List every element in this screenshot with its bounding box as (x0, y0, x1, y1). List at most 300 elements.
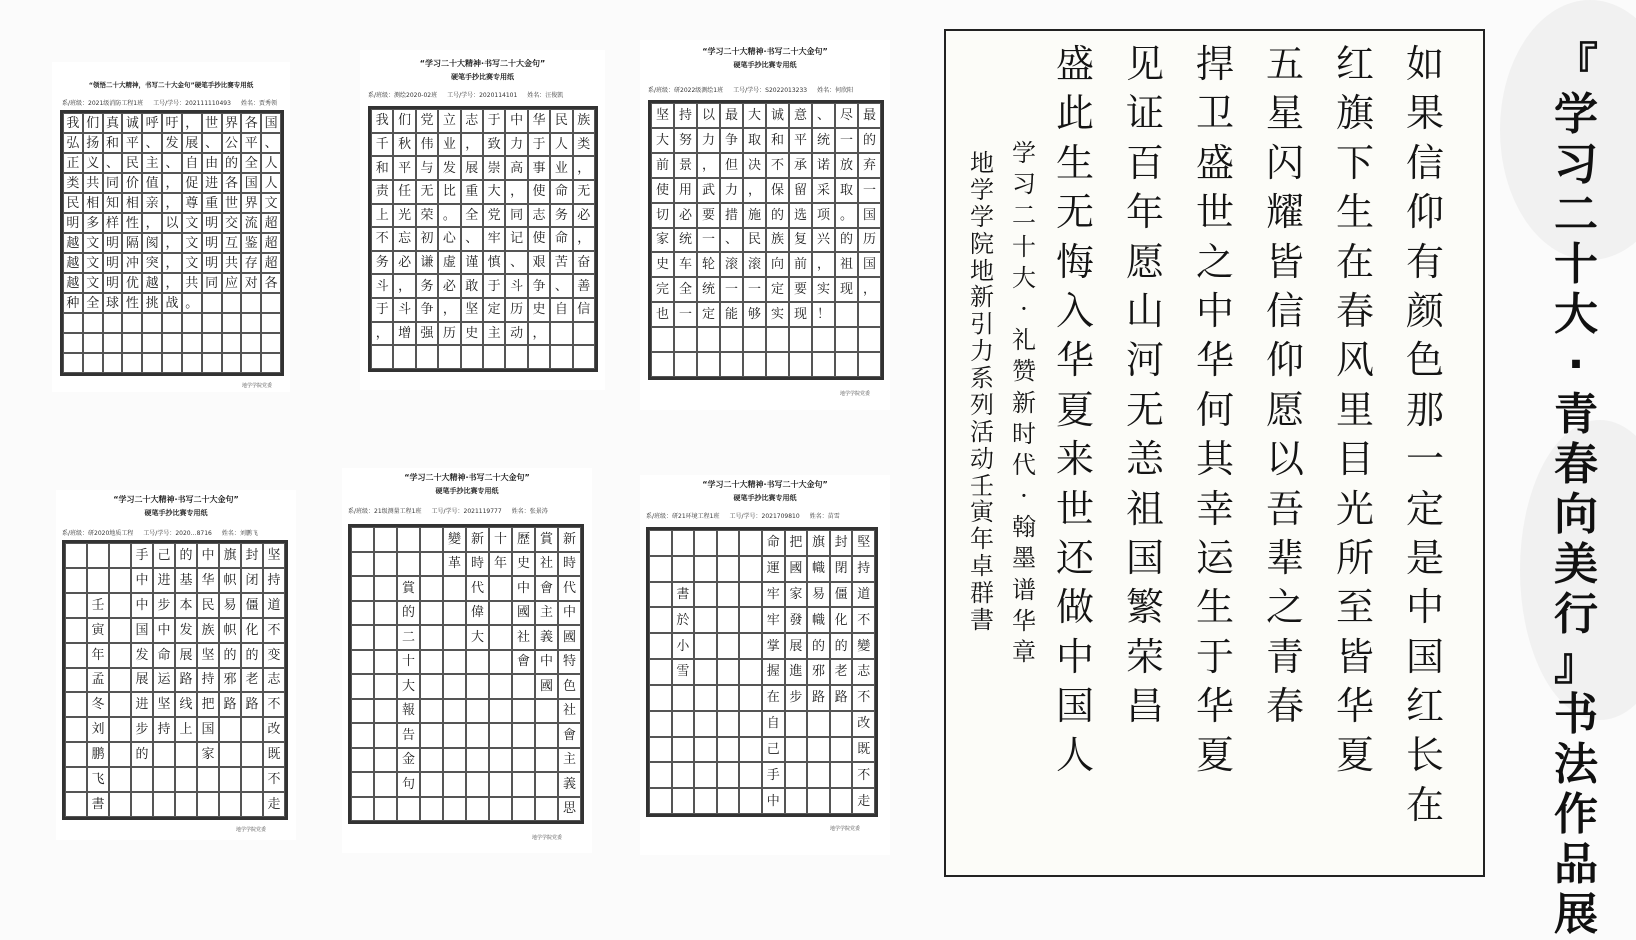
grid-cell: 明 (202, 253, 222, 273)
grid-cell: 景 (674, 153, 697, 178)
grid-cell: 史 (651, 252, 674, 277)
grid-cell: 但 (720, 153, 743, 178)
char: 列 (970, 390, 994, 419)
grid-cell (483, 345, 505, 369)
char: 颜 (1406, 288, 1445, 333)
grid-cell: 。 (182, 293, 202, 313)
grid-cell: 促 (182, 173, 202, 193)
grid-cell: 人 (550, 133, 572, 157)
grid-cell: 文 (182, 253, 202, 273)
grid-cell: 统 (812, 128, 835, 153)
grid-cell (694, 582, 717, 608)
grid-cell (241, 333, 261, 353)
grid-cell (374, 601, 397, 626)
grid-cell: 必 (674, 203, 697, 228)
grid-cell: 国 (858, 203, 881, 228)
grid-cell (807, 788, 830, 814)
grid-cell (443, 723, 466, 748)
grid-cell (694, 556, 717, 582)
grid-cell: 步 (785, 685, 808, 711)
grid-cell: 代 (466, 576, 489, 601)
grid-cell: 定 (483, 298, 505, 322)
grid-cell: 前 (789, 252, 812, 277)
grid-cell (489, 650, 512, 675)
char: 定 (1406, 486, 1445, 531)
grid-cell (550, 322, 572, 346)
grid-cell: 的 (766, 203, 789, 228)
grid-cell: 武 (697, 178, 720, 203)
grid-cell: 步 (153, 593, 175, 618)
char: 还 (1056, 535, 1095, 580)
char: 光 (1336, 486, 1375, 531)
char: 运 (1196, 535, 1235, 580)
grid-cell: 命 (762, 530, 785, 556)
grid-cell: 向 (766, 252, 789, 277)
grid-cell (649, 556, 672, 582)
char: 二 (1012, 201, 1036, 230)
grid-cell: 公 (222, 133, 242, 153)
char: 于 (1196, 634, 1235, 679)
grid-cell (131, 792, 153, 817)
grid-cell (830, 737, 853, 763)
char: 書 (970, 605, 994, 634)
char: 盛 (1196, 140, 1235, 185)
grid-cell (219, 717, 241, 742)
grid-cell (717, 633, 740, 659)
grid-cell (153, 792, 175, 817)
grid-cell: 奋 (573, 251, 595, 275)
grid-cell: 战 (162, 293, 182, 313)
char: 祖 (1126, 486, 1165, 531)
grid-cell (182, 353, 202, 373)
grid-cell: 步 (131, 717, 153, 742)
grid-cell (717, 737, 740, 763)
grid-cell (512, 797, 535, 822)
char: 卓 (970, 552, 994, 581)
char: 代 (1012, 450, 1036, 479)
grid-cell: 弘 (63, 133, 83, 153)
char: 之 (1196, 239, 1235, 284)
grid-cell: 发 (131, 643, 153, 668)
grid-cell: 民 (197, 593, 219, 618)
grid-cell: 重 (202, 193, 222, 213)
grid-cell (443, 772, 466, 797)
grid-cell (466, 699, 489, 724)
grid-cell (83, 353, 103, 373)
grid-cell (420, 699, 443, 724)
grid-cell: 不 (263, 767, 285, 792)
grid-cell (416, 345, 438, 369)
grid-cell: 改 (852, 711, 875, 737)
char: 星 (1266, 91, 1305, 136)
grid-cell: 使 (651, 178, 674, 203)
grid-cell: 改 (263, 717, 285, 742)
grid-cell: 明 (202, 213, 222, 233)
grid-cell: 、 (461, 227, 483, 251)
grid-cell: 、 (261, 133, 281, 153)
grid-cell: 持 (197, 668, 219, 693)
grid-cell: 滚 (720, 252, 743, 277)
char: 人 (1056, 733, 1095, 778)
grid-cell: 用 (674, 178, 697, 203)
grid-cell (535, 723, 558, 748)
char: 法 (1554, 739, 1598, 790)
grid-cell: 進 (785, 659, 808, 685)
grid-cell (420, 527, 443, 552)
writing-grid (62, 540, 288, 820)
grid-cell (397, 797, 420, 822)
grid-cell: 定 (766, 277, 789, 302)
grid-cell: 呼 (142, 113, 162, 133)
char: 耀 (1266, 190, 1305, 235)
char: 新 (970, 283, 994, 312)
sheet-info: 系/班级：研2020地质工程 工号/学号：2020…8716 姓名：刘鹏飞 (62, 530, 258, 537)
char: 无 (1056, 190, 1095, 235)
grid-cell: 一 (835, 128, 858, 153)
grid-cell (351, 576, 374, 601)
grid-cell (649, 788, 672, 814)
grid-cell (162, 333, 182, 353)
grid-cell (739, 659, 762, 685)
grid-cell: 留 (789, 178, 812, 203)
grid-cell: 史 (512, 552, 535, 577)
grid-cell (241, 313, 261, 333)
grid-cell: 措 (720, 203, 743, 228)
grid-cell: 寅 (87, 618, 109, 643)
grid-cell: 路 (219, 692, 241, 717)
grid-cell: 伟 (416, 133, 438, 157)
char: 中 (1406, 585, 1445, 630)
grid-cell: 老 (830, 659, 853, 685)
grid-cell (443, 625, 466, 650)
grid-cell: 新 (558, 527, 581, 552)
grid-cell: ！ (812, 302, 835, 327)
grid-cell: ， (697, 153, 720, 178)
grid-cell (717, 762, 740, 788)
grid-cell (674, 352, 697, 377)
grid-cell: 阂 (142, 233, 162, 253)
grid-cell: 越 (63, 273, 83, 293)
grid-cell (830, 788, 853, 814)
grid-cell (651, 327, 674, 352)
grid-cell: 也 (651, 302, 674, 327)
grid-cell: 取 (835, 178, 858, 203)
grid-cell: 句 (397, 772, 420, 797)
grid-cell: 上 (175, 717, 197, 742)
grid-cell (694, 788, 717, 814)
sheet-subtitle: 硬笔手抄比赛专用纸 (733, 494, 797, 502)
grid-cell (351, 723, 374, 748)
grid-cell: 超 (261, 213, 281, 233)
grid-cell (739, 685, 762, 711)
grid-cell: 坚 (263, 543, 285, 568)
grid-cell: 中 (535, 650, 558, 675)
grid-cell: 、 (162, 153, 182, 173)
grid-cell: 增 (393, 322, 415, 346)
grid-cell: 明 (103, 253, 123, 273)
char: 品 (1554, 839, 1598, 890)
grid-cell (109, 593, 131, 618)
grid-cell: 、 (505, 251, 527, 275)
grid-cell (219, 792, 241, 817)
char: 华 (1196, 338, 1235, 383)
grid-cell: 雪 (672, 659, 695, 685)
grid-cell: 國 (785, 556, 808, 582)
sheet-subtitle: 硬笔手抄比赛专用纸 (435, 487, 499, 495)
char: 所 (1336, 535, 1375, 580)
grid-cell: 超 (261, 233, 281, 253)
grid-cell (103, 313, 123, 333)
char: 院 (970, 229, 994, 258)
grid-cell: 相 (83, 193, 103, 213)
writing-grid (348, 524, 584, 824)
grid-cell: 壬 (87, 593, 109, 618)
char: 下 (1336, 140, 1375, 185)
grid-cell: 人 (261, 173, 281, 193)
grid-cell: 走 (263, 792, 285, 817)
grid-cell (65, 692, 87, 717)
grid-cell: 千 (371, 133, 393, 157)
grid-cell (649, 607, 672, 633)
char: 动 (970, 444, 994, 473)
grid-cell (87, 543, 109, 568)
grid-cell: 实 (812, 277, 835, 302)
grid-cell: 种 (63, 293, 83, 313)
grid-cell: 偉 (466, 601, 489, 626)
grid-cell: 重 (461, 180, 483, 204)
grid-cell (371, 345, 393, 369)
grid-cell (65, 643, 87, 668)
grid-cell: 们 (83, 113, 103, 133)
grid-cell: 一 (743, 277, 766, 302)
char: 青 (1554, 389, 1598, 440)
grid-cell (807, 762, 830, 788)
grid-cell: 历 (438, 322, 460, 346)
char: 地 (970, 256, 994, 285)
char: 荣 (1126, 634, 1165, 679)
grid-cell: 各 (222, 173, 242, 193)
grid-cell: ， (162, 273, 182, 293)
grid-cell (573, 322, 595, 346)
char: 春 (1336, 288, 1375, 333)
char: 做 (1056, 585, 1095, 630)
grid-cell: 忘 (393, 227, 415, 251)
char: 华 (1056, 338, 1095, 383)
char: 信 (1406, 140, 1445, 185)
grid-cell: 承 (789, 153, 812, 178)
grid-cell: 的 (807, 633, 830, 659)
grid-cell: 己 (153, 543, 175, 568)
grid-cell: 十 (397, 650, 420, 675)
grid-cell (374, 674, 397, 699)
char: 仰 (1406, 190, 1445, 235)
char: 行 (1554, 589, 1598, 640)
char: 大 (1554, 289, 1598, 340)
grid-cell: 把 (197, 692, 219, 717)
grid-cell: 业 (550, 156, 572, 180)
grid-cell (374, 650, 397, 675)
char: 礼 (1012, 326, 1036, 355)
grid-cell (397, 527, 420, 552)
grid-cell: ， (505, 180, 527, 204)
grid-cell (202, 293, 222, 313)
char: 大 (1012, 263, 1036, 292)
grid-cell: 掌 (762, 633, 785, 659)
grid-cell (109, 643, 131, 668)
grid-cell (443, 748, 466, 773)
calligraphy-signature (970, 151, 994, 635)
grid-cell (420, 797, 443, 822)
char: 愿 (1126, 239, 1165, 284)
grid-cell (785, 711, 808, 737)
grid-cell: 性 (122, 293, 142, 313)
grid-cell: 们 (393, 109, 415, 133)
grid-cell: 變 (852, 633, 875, 659)
char: 河 (1126, 338, 1165, 383)
grid-cell (162, 313, 182, 333)
grid-cell: 金 (397, 748, 420, 773)
grid-cell: ， (528, 322, 550, 346)
grid-cell: 决 (743, 153, 766, 178)
char: 愿 (1266, 387, 1305, 432)
grid-cell (717, 659, 740, 685)
calligraphy-column (1126, 42, 1165, 736)
grid-cell: 民 (122, 153, 142, 173)
grid-cell (351, 527, 374, 552)
grid-cell: 各 (261, 273, 281, 293)
grid-cell: 賞 (535, 527, 558, 552)
grid-cell (109, 692, 131, 717)
grid-cell: 秋 (393, 133, 415, 157)
grid-cell (420, 748, 443, 773)
grid-cell (202, 313, 222, 333)
grid-cell: 历 (858, 228, 881, 253)
sheet-info: 系/班级：研2022级测绘1班 工号/学号：S2022013233 姓名：何欣阳 (648, 87, 854, 94)
grid-cell: 真 (103, 113, 123, 133)
char: 来 (1056, 437, 1095, 482)
grid-cell (830, 711, 853, 737)
grid-cell: 展 (131, 668, 153, 693)
grid-cell: 。 (835, 203, 858, 228)
grid-cell: 中 (153, 618, 175, 643)
grid-cell (858, 352, 881, 377)
grid-cell (261, 313, 281, 333)
grid-cell (766, 352, 789, 377)
grid-cell (489, 772, 512, 797)
exhibit-title (1548, 40, 1604, 940)
grid-cell: 苦 (550, 251, 572, 275)
grid-cell (351, 772, 374, 797)
grid-cell (858, 327, 881, 352)
grid-cell (739, 530, 762, 556)
grid-cell: 互 (222, 233, 242, 253)
grid-cell: 明 (202, 233, 222, 253)
grid-cell: 十 (489, 527, 512, 552)
grid-cell (489, 674, 512, 699)
grid-cell (65, 618, 87, 643)
sheet-title: “学习二十大精神·书写二十大金句” (113, 495, 239, 504)
grid-cell: 扬 (83, 133, 103, 153)
grid-cell (739, 711, 762, 737)
grid-cell: 交 (222, 213, 242, 233)
grid-cell (443, 601, 466, 626)
grid-cell (789, 327, 812, 352)
grid-cell: 命 (550, 180, 572, 204)
grid-cell (785, 788, 808, 814)
calligraphy-column (1196, 42, 1235, 786)
grid-cell: 本 (175, 593, 197, 618)
char: 幸 (1196, 486, 1235, 531)
grid-cell: 变 (263, 643, 285, 668)
grid-cell: 类 (63, 173, 83, 193)
grid-cell: 最 (858, 103, 881, 128)
grid-cell: 国 (197, 717, 219, 742)
char: 昌 (1126, 684, 1165, 729)
grid-cell (807, 737, 830, 763)
char: 生 (1336, 190, 1375, 235)
grid-cell: 完 (651, 277, 674, 302)
sheet-subtitle: 硬笔手抄比赛专用纸 (451, 73, 514, 81)
char: 其 (1196, 437, 1235, 482)
char: 吾 (1266, 486, 1305, 531)
grid-cell: 轮 (697, 252, 720, 277)
grid-cell: 報 (397, 699, 420, 724)
grid-cell: ， (573, 156, 595, 180)
grid-cell (489, 723, 512, 748)
grid-cell: 明 (103, 273, 123, 293)
grid-cell: 值 (142, 173, 162, 193)
grid-cell: 越 (142, 273, 162, 293)
grid-cell: 光 (393, 204, 415, 228)
grid-cell: 闭 (241, 568, 263, 593)
grid-cell (830, 762, 853, 788)
grid-cell: 、 (142, 133, 162, 153)
grid-cell: 不 (852, 685, 875, 711)
grid-cell (420, 674, 443, 699)
char: 十 (1554, 239, 1598, 290)
char: 华 (1012, 606, 1036, 635)
grid-cell: 敢 (461, 274, 483, 298)
grid-cell (109, 543, 131, 568)
grid-cell (122, 353, 142, 373)
grid-cell: 、 (103, 153, 123, 173)
grid-cell: ， (461, 133, 483, 157)
char: 红 (1336, 42, 1375, 86)
grid-cell (420, 723, 443, 748)
grid-cell: 斗 (393, 298, 415, 322)
grid-cell (697, 352, 720, 377)
grid-cell (241, 353, 261, 373)
char: 长 (1406, 733, 1445, 778)
grid-cell: 易 (807, 582, 830, 608)
grid-cell: 不 (263, 692, 285, 717)
grid-cell: 展 (461, 156, 483, 180)
grid-cell (717, 788, 740, 814)
grid-cell: 會 (535, 576, 558, 601)
char: 至 (1336, 585, 1375, 630)
char: 春 (1554, 439, 1598, 490)
char: 墨 (1012, 544, 1036, 573)
grid-cell (374, 552, 397, 577)
calligraphy-panel (944, 29, 1485, 877)
grid-cell (739, 633, 762, 659)
grid-cell (461, 345, 483, 369)
grid-cell: 心 (438, 227, 460, 251)
writing-grid (60, 110, 284, 376)
grid-cell (351, 797, 374, 822)
grid-cell: 義 (535, 625, 558, 650)
grid-cell: 於 (672, 607, 695, 633)
